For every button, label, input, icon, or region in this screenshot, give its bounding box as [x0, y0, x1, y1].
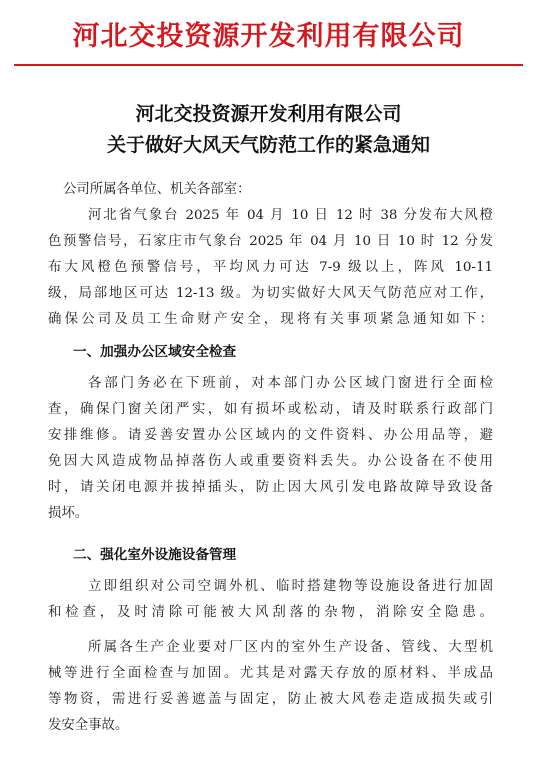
section-1-line: 安排维修。请妥善安置办公区域内的文件资料、办公用品等，避	[48, 428, 493, 443]
intro-line: 河北省气象台 2025 年 04 月 10 日 12 时 38 分发布大风橙	[88, 208, 493, 223]
section-1-line: 各部门务必在下班前，对本部门办公区域门窗进行全面检	[88, 376, 493, 391]
section-2-para-2-line: 发安全事故。	[48, 718, 129, 733]
section-2-heading: 二、强化室外设施设备管理	[73, 547, 237, 563]
intro-line: 色预警信号，石家庄市气象台 2025 年 04 月 10 日 10 时 12 分发	[48, 234, 493, 249]
notice-title-line-2: 关于做好大风天气防范工作的紧急通知	[106, 134, 430, 156]
section-2-para-2-line: 械等进行全面检查与加固。尤其是对露天存放的原材料、半成品	[48, 666, 493, 681]
salutation: 公司所属各单位、机关各部室：	[63, 182, 251, 197]
letterhead-company-name: 河北交投资源开发利用有限公司	[72, 21, 465, 52]
section-2-para-1-line: 立即组织对公司空调外机、临时搭建物等设施设备进行加固	[88, 579, 493, 594]
intro-line: 确保公司及员工生命财产安全，现将有关事项紧急通知如下：	[48, 312, 493, 327]
section-1-line: 免因大风造成物品掉落伤人或重要资料丢失。办公设备在不使用	[48, 454, 493, 469]
section-2-para-2-line: 等物资，需进行妥善遮盖与固定，防止被大风卷走造成损失或引	[48, 692, 493, 707]
section-1-line: 损坏。	[48, 506, 89, 521]
notice-title-line-1: 河北交投资源开发利用有限公司	[135, 103, 402, 125]
intro-line: 布大风橙色预警信号，平均风力可达 7-9 级以上，阵风 10-11	[48, 260, 493, 275]
section-1-heading: 一、加强办公区域安全检查	[73, 344, 237, 360]
section-2-para-1-line: 和检查，及时清除可能被大风刮落的杂物，消除安全隐患。	[48, 605, 493, 620]
intro-line: 级，局部地区可达 12-13 级。为切实做好大风天气防范应对工作，	[48, 286, 493, 301]
section-1-line: 时，请关闭电源并拔掉插头，防止因大风引发电路故障导致设备	[48, 480, 493, 495]
letterhead-red-rule	[14, 64, 523, 66]
section-2-para-2-line: 所属各生产企业要对厂区内的室外生产设备、管线、大型机	[88, 640, 493, 655]
section-1-line: 查，确保门窗关闭严实，如有损坏或松动，请及时联系行政部门	[48, 402, 493, 417]
